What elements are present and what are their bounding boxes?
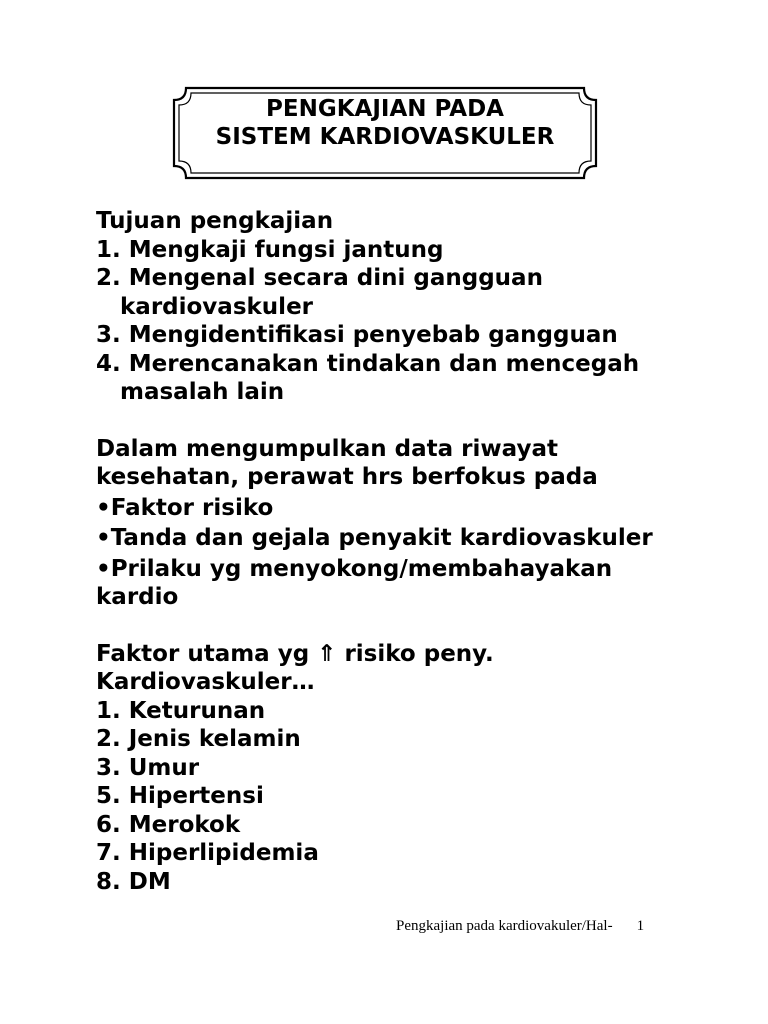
page-footer (396, 918, 644, 935)
faktor-item: 7. Hiperlipidemia (96, 840, 319, 866)
riwayat-bullet-continuation: kardio (96, 584, 179, 610)
tujuan-item: 1. Mengkaji fungsi jantung (96, 236, 444, 263)
page-number: 1 (636, 918, 645, 934)
footer-text: Pengkajian pada kardiovakuler/Hal- (396, 918, 613, 934)
tujuan-item: 2. Mengenal secara dini gangguan (96, 265, 543, 291)
tujuan-heading: Tujuan pengkajian (96, 208, 334, 234)
document-body (96, 207, 736, 896)
faktor-heading: Faktor utama yg ⇑ risiko peny. (96, 640, 494, 667)
page-title (172, 95, 598, 151)
faktor-item: 8. DM (96, 868, 171, 895)
faktor-heading: Kardiovaskuler… (96, 669, 315, 695)
faktor-item: 1. Keturunan (96, 697, 266, 724)
faktor-item: 6. Merokok (96, 811, 241, 838)
riwayat-bullet: •Tanda dan gejala penyakit kardiovaskuler (96, 525, 653, 551)
title-frame (172, 86, 598, 180)
tujuan-item-continuation: kardiovaskuler (120, 293, 314, 320)
faktor-item: 3. Umur (96, 754, 200, 781)
title-line-2: SISTEM KARDIOVASKULER (215, 124, 555, 150)
title-line-1: PENGKAJIAN PADA (266, 96, 504, 122)
faktor-item: 2. Jenis kelamin (96, 726, 301, 752)
riwayat-intro: Dalam mengumpulkan data riwayat (96, 435, 558, 462)
riwayat-intro: kesehatan, perawat hrs berfokus pada (96, 464, 598, 490)
tujuan-item: 4. Merencanakan tindakan dan mencegah (96, 350, 640, 377)
tujuan-item-continuation: masalah lain (120, 379, 285, 405)
tujuan-item: 3. Mengidentifikasi penyebab gangguan (96, 322, 618, 348)
faktor-item: 5. Hipertensi (96, 783, 264, 809)
riwayat-bullet: •Prilaku yg menyokong/membahayakan (96, 555, 613, 582)
riwayat-bullet: •Faktor risiko (96, 494, 274, 521)
